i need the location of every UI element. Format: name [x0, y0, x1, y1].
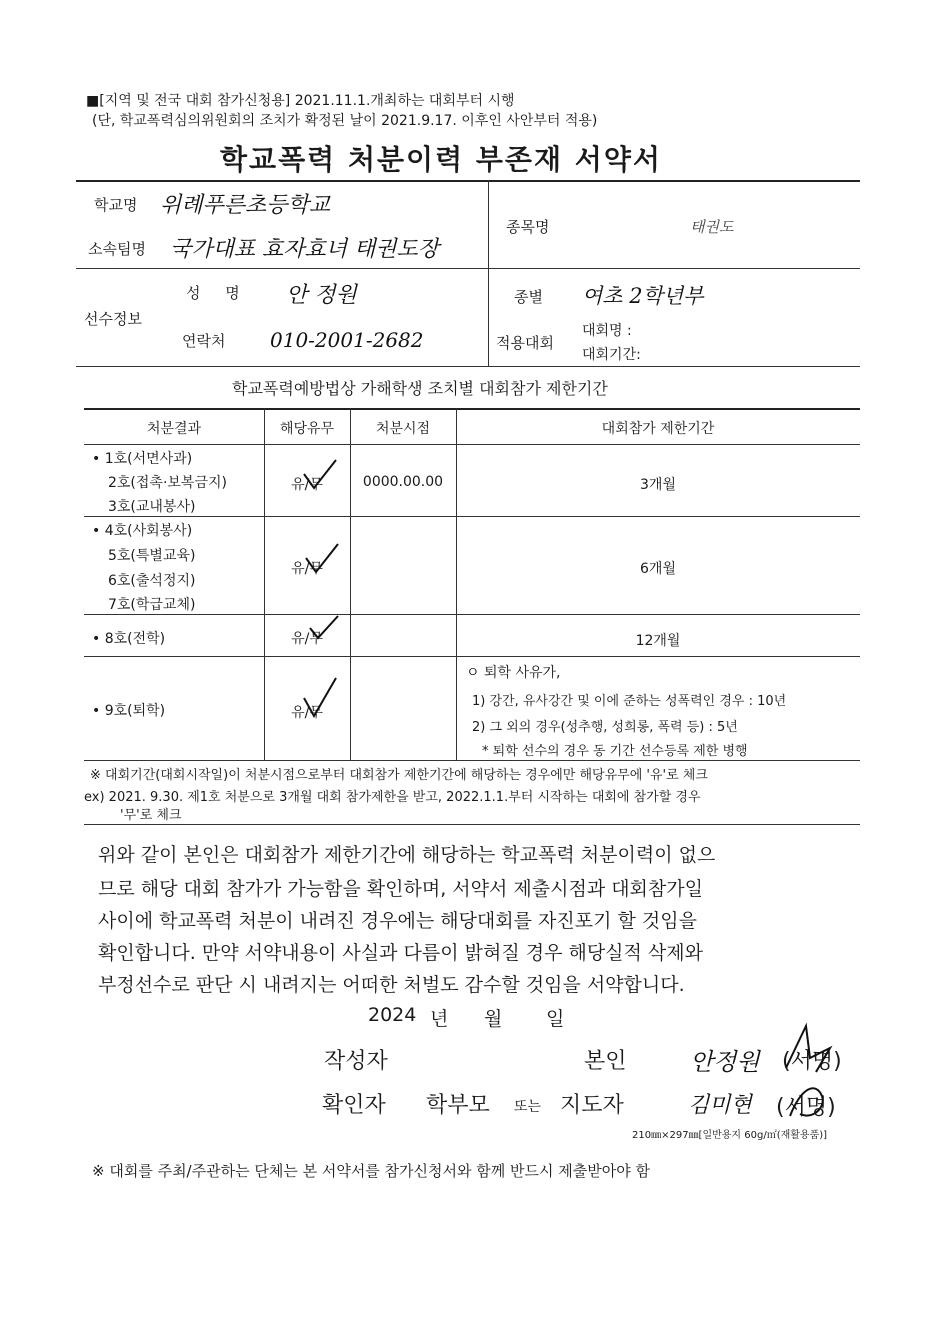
pledge-line-3: 사이에 학교폭력 처분이 내려진 경우에는 해당대회를 자진포기 할 것임을: [98, 910, 697, 932]
table-top-border: [84, 408, 860, 410]
expulsion-line-2: 1) 강간, 유사강간 및 이에 준하는 성폭력인 경우 : 10년: [472, 694, 787, 709]
contact-value: 010-2001-2682: [270, 328, 424, 352]
list-item: 7호(학급교체): [108, 597, 196, 613]
signature-scribble-coach: [782, 1076, 842, 1126]
header-note-1: ■[지역 및 전국 대회 참가신청용] 2021.11.1.개최하는 대회부터 시행: [86, 93, 515, 109]
pledge-line-2: 므로 해당 대회 참가가 가능함을 확인하며, 서약서 제출시점과 대회참가일: [98, 878, 703, 900]
or-label: 또는: [514, 1099, 542, 1115]
team-label: 소속팀명: [88, 240, 146, 258]
table-row-border-2: [84, 614, 860, 615]
checkmark-icon: [300, 458, 340, 492]
date-month-unit: 월: [484, 1008, 503, 1030]
self-label: 본인: [584, 1049, 627, 1074]
pledge-line-1: 위와 같이 본인은 대회참가 제한기간에 해당하는 학교폭력 처분이력이 없으: [98, 844, 716, 866]
name-value: 안 정원: [286, 283, 357, 308]
expulsion-line-3: 2) 그 외의 경우(성추행, 성희롱, 폭력 등) : 5년: [472, 720, 738, 735]
pledge-line-4: 확인합니다. 만약 서약내용이 사실과 다름이 밝혀질 경우 해당실적 삭제와: [98, 942, 703, 964]
bottom-note: ※ 대회를 주최/주관하는 단체는 본 서약서를 참가신청서와 함께 반드시 제출받아야 함: [92, 1162, 650, 1180]
confirm-label: 확인자: [322, 1093, 386, 1118]
team-value: 국가대표 효자효녀 태권도장: [170, 237, 440, 262]
header-period: 대회참가 제한기간: [601, 421, 715, 437]
checkmark-icon: [306, 614, 342, 642]
pledge-top-border: [84, 824, 860, 825]
header-applicable: 해당유무: [279, 421, 335, 437]
event-value: 태권도: [690, 218, 734, 236]
paper-spec: 210㎜×297㎜[일반용지 60g/㎡(재활용품)]: [632, 1130, 828, 1141]
coach-label: 지도자: [560, 1093, 624, 1118]
info-divider-1: [76, 268, 860, 269]
table-bottom-border: [84, 760, 860, 761]
header-note-2: (단, 학교폭력심의위원회의 조치가 확정된 날이 2021.9.17. 이후인 사안부터 적용): [92, 113, 598, 129]
table-row-border-1: [84, 516, 860, 517]
list-item: 6호(출석정지): [108, 573, 196, 589]
table-col-sep-3: [456, 408, 457, 760]
checkmark-icon: [302, 542, 342, 576]
list-item: • 8호(전학): [92, 631, 166, 647]
comp-name-label: 대회명 :: [582, 323, 632, 339]
list-item: • 1호(서면사과): [92, 451, 193, 467]
table-col-sep-2: [350, 408, 351, 760]
self-name: 안정원: [690, 1048, 760, 1076]
date-year: 2024: [368, 1004, 417, 1026]
checkmark-icon: [300, 676, 340, 720]
period-cell: 6개월: [640, 561, 676, 577]
table-row-border-3: [84, 656, 860, 657]
apply-label: 적용대회: [496, 334, 554, 352]
coach-sign-mark: (서명): [776, 1095, 836, 1120]
footnote-3: '무'로 체크: [120, 808, 182, 823]
info-vertical-sep: [488, 180, 489, 366]
yn-cell: 유/무: [291, 631, 323, 647]
info-divider-2: [76, 366, 860, 367]
table-header-border: [84, 444, 860, 445]
table-caption: 학교폭력예방법상 가해학생 조치별 대회참가 제한기간: [232, 379, 608, 398]
header-result: 처분결과: [146, 421, 202, 437]
date-year-unit: 년: [430, 1008, 449, 1030]
list-item: 3호(교내봉사): [108, 499, 196, 515]
coach-name: 김미현: [688, 1093, 752, 1118]
header-date: 처분시점: [375, 421, 431, 437]
expulsion-line-1: ㅇ 퇴학 사유가,: [466, 665, 561, 681]
yn-cell: 유/무: [291, 705, 323, 721]
period-cell: 12개월: [635, 633, 681, 649]
school-label: 학교명: [94, 196, 138, 214]
document-title: 학교폭력 처분이력 부존재 서약서: [220, 143, 662, 176]
signature-scribble-self: [776, 1018, 846, 1078]
category-label: 종별: [514, 288, 543, 306]
name-label: 성 명: [186, 284, 250, 302]
expulsion-line-4: * 퇴학 선수의 경우 동 기간 선수등록 제한 병행: [482, 744, 748, 759]
list-item: • 4호(사회봉사): [92, 523, 193, 539]
yn-cell: 유/무: [291, 561, 323, 577]
comp-period-label: 대회기간:: [582, 347, 641, 363]
pledge-line-5: 부정선수로 판단 시 내려지는 어떠한 처벌도 감수할 것임을 서약합니다.: [98, 974, 685, 996]
period-cell: 3개월: [640, 477, 676, 493]
contact-label: 연락처: [182, 332, 226, 350]
category-value: 여초 2학년부: [582, 284, 704, 308]
date-day-unit: 일: [546, 1008, 565, 1030]
list-item: 5호(특별교육): [108, 548, 196, 564]
event-label: 종목명: [506, 218, 550, 236]
date-cell: 0000.00.00: [362, 474, 444, 490]
writer-label: 작성자: [324, 1049, 388, 1074]
list-item: • 9호(퇴학): [92, 703, 166, 719]
parent-label: 학부모: [426, 1093, 490, 1118]
self-sign-mark: (서명): [782, 1049, 842, 1074]
footnote-2: ex) 2021. 9.30. 제1호 처분으로 3개월 대회 참가제한을 받고, 2022.1.1.부터 시작하는 대회에 참가할 경우: [84, 790, 701, 805]
school-value: 위례푸른초등학교: [160, 193, 331, 218]
yn-cell: 유/무: [291, 477, 323, 493]
list-item: 2호(접촉·보복금지): [108, 475, 227, 491]
footnote-1: ※ 대회기간(대회시작일)이 처분시점으로부터 대회참가 제한기간에 해당하는 경우에만 해당유무에 '유'로 체크: [90, 768, 708, 783]
player-info-label: 선수정보: [84, 310, 142, 328]
info-top-border: [76, 180, 860, 182]
